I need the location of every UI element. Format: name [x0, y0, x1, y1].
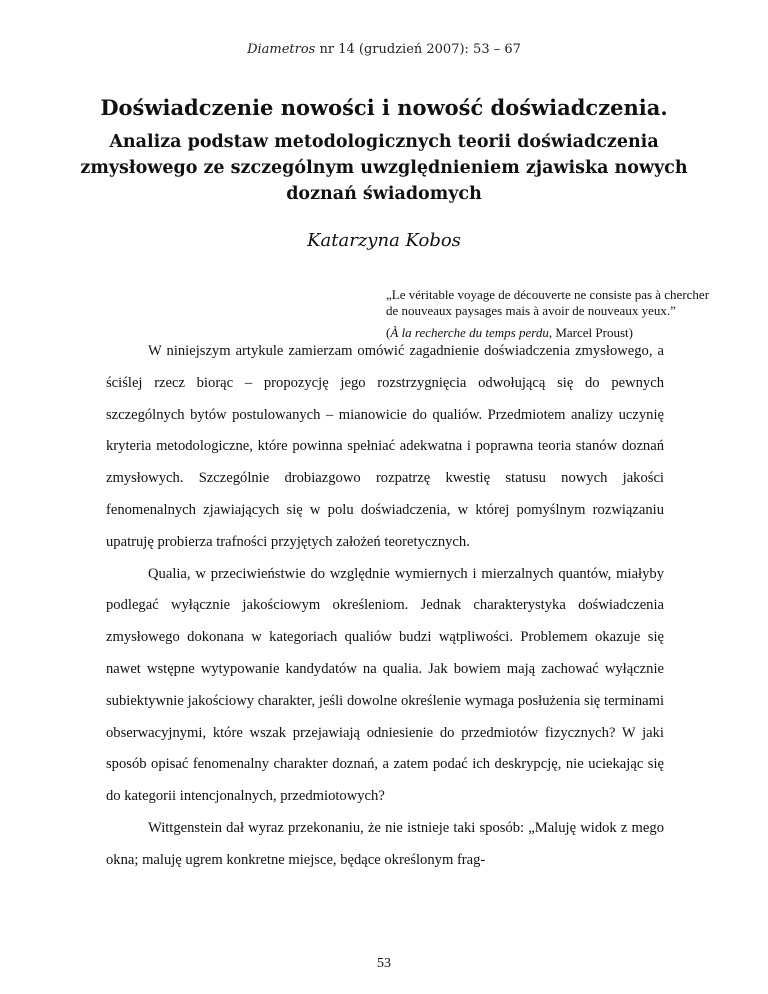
article-subtitle: Analiza podstaw metodologicznych teorii doświadczenia zmysłowego ze szczególnym uwzględnieniem zjawiska nowych doznań świadomych [80, 132, 688, 204]
author-name: Katarzyna Kobos [307, 230, 461, 251]
paragraph: W niniejszym artykule zamierzam omówić zagadnienie doświadczenia zmysłowego, a ściślej rzecz biorąc – propozycję jego rozstrzygnięcia odwołującą się do pewnych szczególnych bytów postulowanych – mianowicie do qualiów. Przedmiotem analizy uczynię kryteria metodologiczne, które powinna spełniać adekwatna i poprawna teoria stanów doznań zmysłowych. Szczególnie drobiazgowo rozpatrzę kwestię statusu nowych jakości fenomenalnych zjawiających się w polu doświadczenia, w której pomyślnym rozwiązaniu upatruję probierza trafności przyjętych założeń teoretycznych. [106, 343, 664, 550]
running-header [0, 42, 768, 57]
journal-name: Diametros [247, 42, 316, 57]
epigraph-quote: „Le véritable voyage de découverte ne consiste pas à chercher de nouveaux paysages mais à avoir de nouveaux yeux.” [386, 287, 710, 318]
epigraph-source-title: À la recherche du temps perdu [390, 325, 549, 340]
paragraph: Wittgenstein dał wyraz przekonaniu, że nie istnieje taki sposób: „Maluję widok z mego okna; maluję ugrem konkretne miejsce, będące określonym frag- [106, 819, 664, 868]
paragraph: Qualia, w przeciwieństwie do względnie wymiernych i mierzalnych quantów, miałyby podlegać wyłącznie jakościowym określeniom. Jednak charakterystyka doświadczenia zmysłowego dokonana w kategoriach qualiów budzi wątpliwości. Problemem okazuje się nawet wstępne wytypowanie kandydatów na qualia. Jak bowiem mają zachować wyłącznie subiektywnie jakościowy charakter, jeśli dowolne określenie wymaga posłużenia się terminami obserwacyjnymi, które wszak przejawiają odniesienie do przedmiotów fizycznych? W jaki sposób opisać fenomenalny charakter doznań, a zatem podać ich deskrypcję, nie uciekając się do kategorii intencjonalnych, przedmiotowych? [106, 565, 664, 805]
page-number: 53 [377, 956, 391, 971]
epigraph-source-open: ( [386, 325, 391, 340]
article-title: Doświadczenie nowości i nowość doświadczenia. [100, 95, 668, 120]
article-body [106, 336, 664, 877]
epigraph-source-author: , Marcel Proust) [548, 325, 633, 340]
journal-citation: nr 14 (grudzień 2007): 53 – 67 [315, 42, 521, 57]
epigraph [386, 287, 716, 341]
